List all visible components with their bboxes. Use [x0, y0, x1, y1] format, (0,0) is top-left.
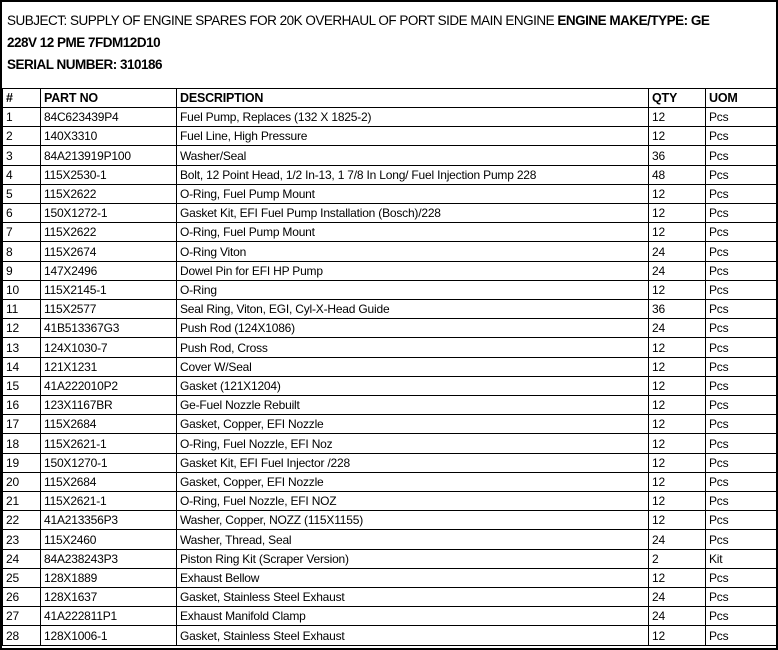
cell-qty: 12: [649, 511, 706, 530]
cell-num: 17: [3, 415, 41, 434]
table-row: [3, 415, 777, 434]
cell-uom: Pcs: [706, 242, 777, 261]
column-header-part-no: PART NO: [41, 89, 177, 108]
cell-num: 6: [3, 204, 41, 223]
table-row: [3, 626, 777, 646]
cell-qty: 12: [649, 127, 706, 146]
cell-part-no: 115X2674: [41, 242, 177, 261]
cell-num: 14: [3, 357, 41, 376]
cell-part-no: 123X1167BR: [41, 396, 177, 415]
cell-part-no: 115X2530-1: [41, 165, 177, 184]
cell-qty: 24: [649, 319, 706, 338]
cell-part-no: 115X2460: [41, 530, 177, 549]
cell-num: 15: [3, 376, 41, 395]
table-row: [3, 453, 777, 472]
cell-description: Exhaust Bellow: [177, 568, 649, 587]
cell-qty: 12: [649, 472, 706, 491]
cell-part-no: 115X2622: [41, 184, 177, 203]
cell-num: 8: [3, 242, 41, 261]
table-row: [3, 511, 777, 530]
table-row: [3, 146, 777, 165]
cell-num: 13: [3, 338, 41, 357]
cell-num: 21: [3, 492, 41, 511]
table-row: [3, 396, 777, 415]
cell-qty: 12: [649, 626, 706, 646]
cell-description: O-Ring: [177, 280, 649, 299]
cell-uom: Pcs: [706, 568, 777, 587]
cell-description: Gasket Kit, EFI Fuel Pump Installation (Bosch)/228: [177, 204, 649, 223]
cell-qty: 12: [649, 453, 706, 472]
cell-qty: 12: [649, 338, 706, 357]
column-header-uom: UOM: [706, 89, 777, 108]
cell-num: 7: [3, 223, 41, 242]
cell-part-no: 115X2145-1: [41, 280, 177, 299]
cell-description: Gasket Kit, EFI Fuel Injector /228: [177, 453, 649, 472]
document-header: [2, 2, 776, 88]
cell-description: Dowel Pin for EFI HP Pump: [177, 261, 649, 280]
cell-uom: Pcs: [706, 434, 777, 453]
cell-qty: 24: [649, 607, 706, 626]
cell-description: Washer, Thread, Seal: [177, 530, 649, 549]
engine-make-type-text: ENGINE MAKE/TYPE: GE: [557, 13, 710, 28]
table-row: [3, 127, 777, 146]
cell-part-no: 84A213919P100: [41, 146, 177, 165]
cell-uom: Pcs: [706, 184, 777, 203]
cell-qty: 12: [649, 376, 706, 395]
cell-part-no: 41A213356P3: [41, 511, 177, 530]
cell-description: O-Ring, Fuel Pump Mount: [177, 223, 649, 242]
subject-line: [7, 10, 771, 32]
cell-uom: Pcs: [706, 415, 777, 434]
table-row: [3, 223, 777, 242]
cell-description: Piston Ring Kit (Scraper Version): [177, 549, 649, 568]
cell-description: Gasket, Copper, EFI Nozzle: [177, 472, 649, 491]
table-row: [3, 108, 777, 127]
cell-num: 4: [3, 165, 41, 184]
cell-uom: Pcs: [706, 165, 777, 184]
cell-uom: Pcs: [706, 300, 777, 319]
table-row: [3, 184, 777, 203]
cell-qty: 12: [649, 434, 706, 453]
cell-qty: 12: [649, 223, 706, 242]
table-row: [3, 242, 777, 261]
cell-description: Gasket (121X1204): [177, 376, 649, 395]
cell-uom: Pcs: [706, 492, 777, 511]
cell-part-no: 41A222811P1: [41, 607, 177, 626]
cell-description: O-Ring Viton: [177, 242, 649, 261]
cell-description: Washer, Copper, NOZZ (115X1155): [177, 511, 649, 530]
cell-num: 3: [3, 146, 41, 165]
cell-part-no: 41A222010P2: [41, 376, 177, 395]
cell-description: Gasket, Stainless Steel Exhaust: [177, 588, 649, 607]
cell-uom: Pcs: [706, 472, 777, 491]
cell-part-no: 147X2496: [41, 261, 177, 280]
cell-description: O-Ring, Fuel Nozzle, EFI Noz: [177, 434, 649, 453]
column-header-qty: QTY: [649, 89, 706, 108]
cell-num: 10: [3, 280, 41, 299]
cell-part-no: 115X2684: [41, 472, 177, 491]
table-row: [3, 472, 777, 491]
cell-uom: Kit: [706, 549, 777, 568]
cell-qty: 36: [649, 300, 706, 319]
cell-part-no: 41B513367G3: [41, 319, 177, 338]
cell-qty: 12: [649, 568, 706, 587]
cell-num: 28: [3, 626, 41, 646]
cell-part-no: 115X2622: [41, 223, 177, 242]
cell-uom: Pcs: [706, 453, 777, 472]
cell-part-no: 115X2684: [41, 415, 177, 434]
cell-uom: Pcs: [706, 607, 777, 626]
cell-qty: 12: [649, 415, 706, 434]
cell-uom: Pcs: [706, 338, 777, 357]
cell-part-no: 128X1889: [41, 568, 177, 587]
cell-qty: 24: [649, 242, 706, 261]
table-row: [3, 165, 777, 184]
cell-part-no: 84A238243P3: [41, 549, 177, 568]
cell-part-no: 115X2621-1: [41, 434, 177, 453]
cell-num: 26: [3, 588, 41, 607]
cell-description: O-Ring, Fuel Pump Mount: [177, 184, 649, 203]
table-row: [3, 280, 777, 299]
cell-num: 1: [3, 108, 41, 127]
table-row: [3, 530, 777, 549]
cell-description: Push Rod (124X1086): [177, 319, 649, 338]
cell-description: Fuel Line, High Pressure: [177, 127, 649, 146]
table-row: [3, 492, 777, 511]
table-row: [3, 357, 777, 376]
cell-description: Fuel Pump, Replaces (132 X 1825-2): [177, 108, 649, 127]
cell-part-no: 150X1272-1: [41, 204, 177, 223]
cell-description: O-Ring, Fuel Nozzle, EFI NOZ: [177, 492, 649, 511]
cell-num: 23: [3, 530, 41, 549]
cell-qty: 24: [649, 261, 706, 280]
cell-part-no: 115X2621-1: [41, 492, 177, 511]
cell-num: 2: [3, 127, 41, 146]
cell-uom: Pcs: [706, 376, 777, 395]
cell-uom: Pcs: [706, 511, 777, 530]
table-row: [3, 434, 777, 453]
table-row: [3, 319, 777, 338]
cell-qty: 12: [649, 184, 706, 203]
cell-uom: Pcs: [706, 280, 777, 299]
cell-uom: Pcs: [706, 319, 777, 338]
cell-part-no: 150X1270-1: [41, 453, 177, 472]
cell-qty: 12: [649, 492, 706, 511]
table-row: [3, 588, 777, 607]
column-header-description: DESCRIPTION: [177, 89, 649, 108]
cell-qty: 12: [649, 396, 706, 415]
cell-description: Ge-Fuel Nozzle Rebuilt: [177, 396, 649, 415]
cell-uom: Pcs: [706, 396, 777, 415]
cell-num: 16: [3, 396, 41, 415]
cell-num: 11: [3, 300, 41, 319]
table-row: [3, 568, 777, 587]
cell-num: 20: [3, 472, 41, 491]
cell-description: Push Rod, Cross: [177, 338, 649, 357]
cell-uom: Pcs: [706, 357, 777, 376]
cell-qty: 12: [649, 108, 706, 127]
subject-text: SUBJECT: SUPPLY OF ENGINE SPARES FOR 20K OVERHAUL OF PORT SIDE MAIN ENGINE: [7, 13, 558, 28]
parts-table: [2, 88, 777, 646]
table-header-row: [3, 89, 777, 108]
table-row: [3, 261, 777, 280]
cell-uom: Pcs: [706, 127, 777, 146]
cell-uom: Pcs: [706, 261, 777, 280]
cell-qty: 12: [649, 280, 706, 299]
table-row: [3, 300, 777, 319]
engine-model-text: 228V 12 PME 7FDM12D10: [7, 35, 161, 50]
cell-qty: 48: [649, 165, 706, 184]
cell-description: Gasket, Stainless Steel Exhaust: [177, 626, 649, 646]
serial-number-text: SERIAL NUMBER: 310186: [7, 57, 163, 72]
cell-uom: Pcs: [706, 626, 777, 646]
cell-uom: Pcs: [706, 530, 777, 549]
cell-num: 5: [3, 184, 41, 203]
cell-uom: Pcs: [706, 146, 777, 165]
cell-description: Bolt, 12 Point Head, 1/2 In-13, 1 7/8 In Long/ Fuel Injection Pump 228: [177, 165, 649, 184]
cell-qty: 12: [649, 357, 706, 376]
cell-qty: 12: [649, 204, 706, 223]
cell-qty: 36: [649, 146, 706, 165]
cell-num: 9: [3, 261, 41, 280]
cell-uom: Pcs: [706, 108, 777, 127]
cell-qty: 24: [649, 588, 706, 607]
column-header-num: #: [3, 89, 41, 108]
cell-description: Washer/Seal: [177, 146, 649, 165]
cell-uom: Pcs: [706, 204, 777, 223]
cell-num: 27: [3, 607, 41, 626]
cell-num: 24: [3, 549, 41, 568]
cell-part-no: 124X1030-7: [41, 338, 177, 357]
cell-uom: Pcs: [706, 588, 777, 607]
cell-part-no: 128X1637: [41, 588, 177, 607]
cell-description: Cover W/Seal: [177, 357, 649, 376]
cell-qty: 2: [649, 549, 706, 568]
cell-num: 12: [3, 319, 41, 338]
cell-description: Exhaust Manifold Clamp: [177, 607, 649, 626]
cell-part-no: 84C623439P4: [41, 108, 177, 127]
table-row: [3, 204, 777, 223]
cell-num: 22: [3, 511, 41, 530]
cell-num: 25: [3, 568, 41, 587]
cell-part-no: 121X1231: [41, 357, 177, 376]
cell-part-no: 128X1006-1: [41, 626, 177, 646]
cell-uom: Pcs: [706, 223, 777, 242]
table-row: [3, 338, 777, 357]
cell-description: Gasket, Copper, EFI Nozzle: [177, 415, 649, 434]
cell-num: 19: [3, 453, 41, 472]
cell-qty: 24: [649, 530, 706, 549]
table-row: [3, 549, 777, 568]
cell-description: Seal Ring, Viton, EGI, Cyl-X-Head Guide: [177, 300, 649, 319]
cell-num: 18: [3, 434, 41, 453]
cell-part-no: 140X3310: [41, 127, 177, 146]
table-row: [3, 607, 777, 626]
table-row: [3, 376, 777, 395]
cell-part-no: 115X2577: [41, 300, 177, 319]
